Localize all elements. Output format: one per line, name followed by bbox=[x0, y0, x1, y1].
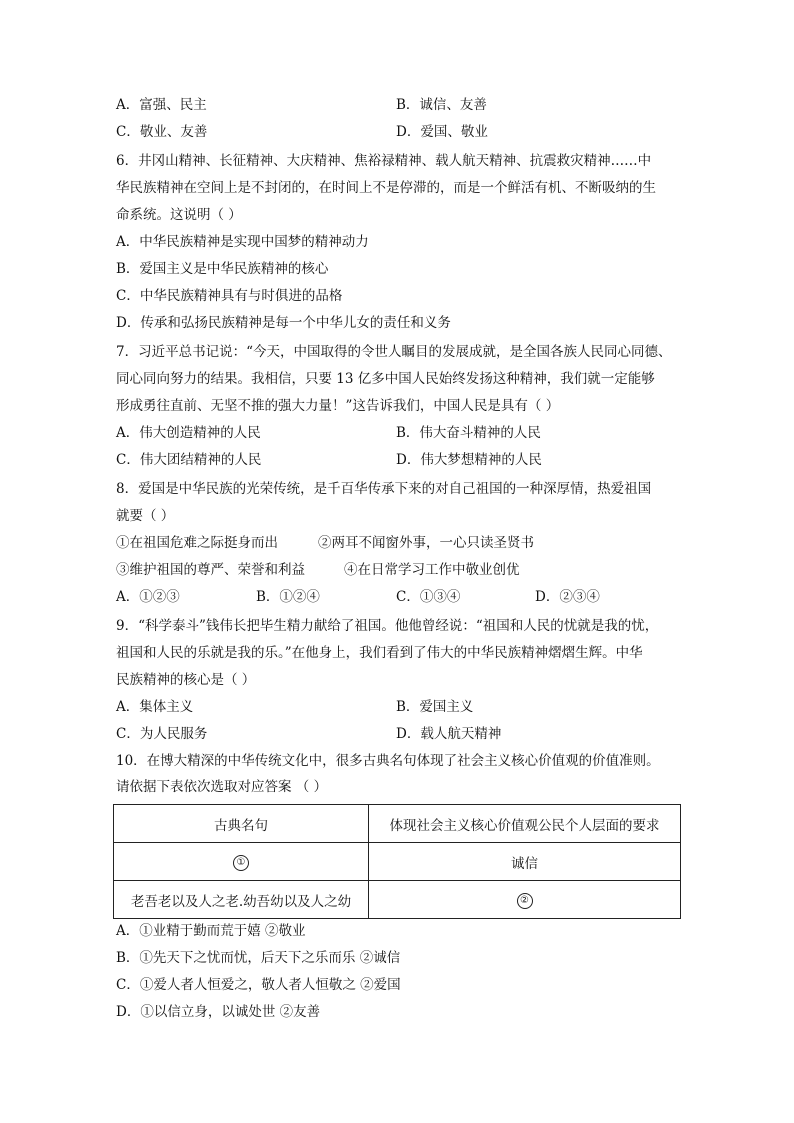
q10-option-d: D．①以信立身，以诚处世 ②友善 bbox=[116, 1004, 321, 1020]
q10-table bbox=[113, 804, 681, 919]
q7-stem-line3: 形成勇往直前、无坚不推的强大力量！”这告诉我们，中国人民是具有（ ） bbox=[116, 398, 560, 414]
table-header-cell: 古典名句 bbox=[114, 805, 369, 843]
q6-option-c: C．中华民族精神具有与时俱进的品格 bbox=[116, 288, 343, 304]
q5-option-b: B．诚信、友善 bbox=[396, 97, 487, 113]
q6-option-a: A．中华民族精神是实现中国梦的精神动力 bbox=[116, 234, 369, 250]
q10-option-b: B．①先天下之忧而忧，后天下之乐而乐 ②诚信 bbox=[116, 950, 401, 966]
q10-option-a: A．①业精于勤而荒于嬉 ②敬业 bbox=[116, 923, 306, 939]
table-cell bbox=[114, 843, 369, 881]
q9-option-b: B．爱国主义 bbox=[396, 699, 474, 715]
circled-number: ① bbox=[233, 855, 249, 871]
q9-option-d: D．载人航天精神 bbox=[396, 726, 502, 742]
q5-option-d: D．爱国、敬业 bbox=[396, 124, 488, 140]
table-row bbox=[114, 843, 681, 881]
q7-option-d: D．伟大梦想精神的人民 bbox=[396, 452, 542, 468]
table-row bbox=[114, 881, 681, 919]
q10-option-c: C．①爱人者人恒爱之，敬人者人恒敬之 ②爱国 bbox=[116, 977, 401, 993]
circled-number: ② bbox=[517, 893, 533, 909]
q5-option-c: C．敬业、友善 bbox=[116, 124, 208, 140]
q10-stem-line1: 10．在博大精深的中华传统文化中，很多古典名句体现了社会主义核心价值观的价值准则。 bbox=[116, 753, 660, 769]
q5-option-a: A．富强、民主 bbox=[116, 97, 207, 113]
q8-item-3: ③维护祖国的尊严、荣誉和利益 bbox=[116, 562, 305, 578]
q8-option-a: A．①②③ bbox=[116, 589, 180, 605]
table-cell: 诚信 bbox=[369, 843, 681, 881]
q8-stem-line1: 8．爱国是中华民族的光荣传统，是千百华传承下来的对自己祖国的一种深厚情，热爱祖国 bbox=[116, 481, 652, 497]
table-cell bbox=[369, 881, 681, 919]
q8-option-c: C．①③④ bbox=[396, 589, 461, 605]
q9-stem-line1: 9．“科学泰斗”钱伟长把毕生精力献给了祖国。他他曾经说：“祖国和人民的忧就是我的忧， bbox=[116, 618, 659, 634]
q10-stem-line2: 请依据下表依次选取对应答案 （ ） bbox=[116, 779, 328, 795]
q7-option-a: A．伟大创造精神的人民 bbox=[116, 425, 261, 441]
q7-stem-line1: 7．习近平总书记说：“今天，中国取得的令世人瞩目的发展成就，是全国各族人民同心同德、 bbox=[116, 344, 672, 360]
table-row bbox=[114, 805, 681, 843]
table-header-cell: 体现社会主义核心价值观公民个人层面的要求 bbox=[369, 805, 681, 843]
q8-option-b: B．①②④ bbox=[256, 589, 320, 605]
q6-option-d: D．传承和弘扬民族精神是每一个中华儿女的责任和义务 bbox=[116, 315, 451, 331]
q9-stem-line2: 祖国和人民的乐就是我的乐。”在他身上，我们看到了伟大的中华民族精神熠熠生辉。中华 bbox=[116, 645, 643, 661]
q6-stem-line3: 命系统。这说明（ ） bbox=[116, 207, 242, 223]
q9-option-c: C．为人民服务 bbox=[116, 726, 208, 742]
q7-option-b: B．伟大奋斗精神的人民 bbox=[396, 425, 541, 441]
q9-stem-line3: 民族精神的核心是（ ） bbox=[116, 672, 256, 688]
q7-option-c: C．伟大团结精神的人民 bbox=[116, 452, 262, 468]
q8-item-2: ②两耳不闻窗外事，一心只读圣贤书 bbox=[318, 535, 534, 551]
table-cell: 老吾老以及人之老.幼吾幼以及人之幼 bbox=[114, 881, 369, 919]
q6-stem-line1: 6．井冈山精神、长征精神、大庆精神、焦裕禄精神、载人航天精神、抗震救灾精神……中 bbox=[116, 153, 652, 169]
q6-option-b: B．爱国主义是中华民族精神的核心 bbox=[116, 261, 329, 277]
q6-stem-line2: 华民族精神在空间上是不封闭的，在时间上不是停滞的，而是一个鲜活有机、不断吸纳的生 bbox=[116, 180, 656, 196]
q8-item-1: ①在祖国危难之际挺身而出 bbox=[116, 535, 278, 551]
q9-option-a: A．集体主义 bbox=[116, 699, 194, 715]
q8-option-d: D．②③④ bbox=[535, 589, 600, 605]
q8-stem-line2: 就要（ ） bbox=[116, 508, 175, 524]
q7-stem-line2: 同心同向努力的结果。我相信，只要 13 亿多中国人民始终发扬这种精神，我们就一定能够 bbox=[116, 371, 655, 387]
q8-item-4: ④在日常学习工作中敬业创优 bbox=[344, 562, 520, 578]
